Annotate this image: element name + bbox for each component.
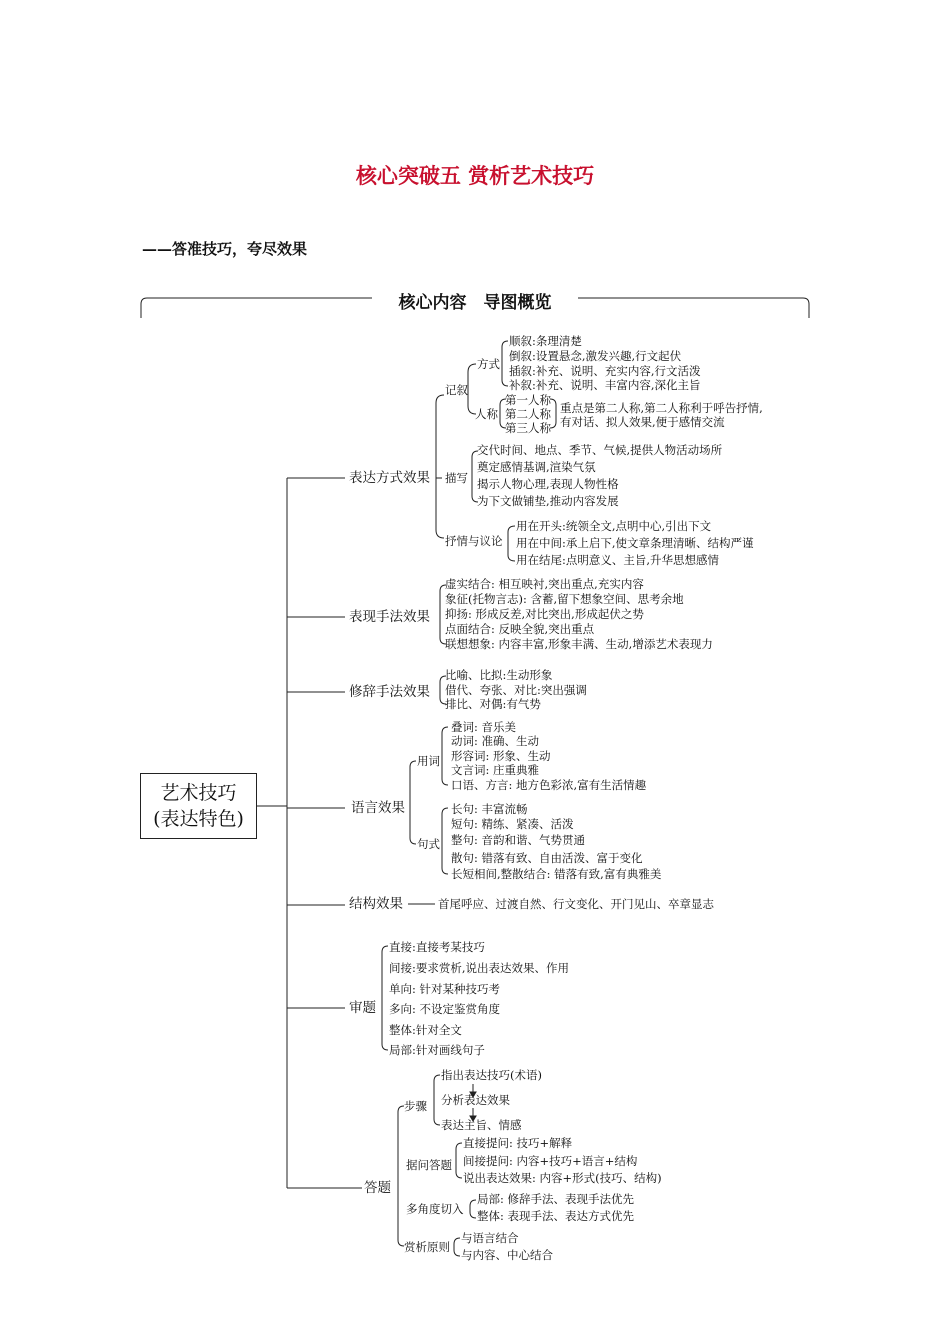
jushi-item: 短句: 精练、紧凑、活泼 xyxy=(451,817,574,831)
dati-duojiaodu: 多角度切入 xyxy=(406,1202,464,1216)
shuqing-item: 用在中间:承上启下,使文章条理清晰、结构严谨 xyxy=(516,536,754,550)
rencheng-item: 第二人称 xyxy=(505,407,551,421)
buzhou-item: 指出表达技巧(术语) xyxy=(441,1068,542,1082)
rencheng-item: 第三人称 xyxy=(505,421,551,435)
biaoxian-item: 点面结合: 反映全貌,突出重点 xyxy=(445,622,595,636)
yongci-item: 叠词: 音乐美 xyxy=(451,720,517,734)
biaoxian-item: 象征(托物言志): 含蓄,留下想象空间、思考余地 xyxy=(445,592,684,606)
yongci-item: 口语、方言: 地方色彩浓,富有生活情趣 xyxy=(451,778,647,792)
fangshi-item: 补叙:补充、说明、丰富内容,深化主旨 xyxy=(509,378,701,392)
miaoxie-item: 奠定感情基调,渲染气氛 xyxy=(477,460,596,474)
yuyan-jushi: 句式 xyxy=(417,837,440,851)
jushi-item: 长短相间,整散结合: 错落有致,富有典雅美 xyxy=(451,867,662,881)
shuqing-item: 用在结尾:点明意义、主旨,升华思想感情 xyxy=(516,553,720,567)
jushi-item: 散句: 错落有致、自由活泼、富于变化 xyxy=(451,851,643,865)
biaoda-miaoxie: 描写 xyxy=(445,471,468,485)
section-title: 核心内容 导图概览 xyxy=(398,293,552,313)
juwen-item: 说出表达效果: 内容+形式(技巧、结构) xyxy=(463,1171,662,1185)
juwen-item: 间接提问: 内容+技巧+语言+结构 xyxy=(463,1154,638,1168)
page-subtitle: ——答准技巧，夸尽效果 xyxy=(142,240,308,258)
rencheng-note: 重点是第二人称,第二人称利于呼告抒情, xyxy=(560,401,763,415)
juwen-item: 直接提问: 技巧+解释 xyxy=(463,1136,573,1150)
shenti-item: 整体:针对全文 xyxy=(389,1023,462,1037)
xiuci-item: 排比、对偶:有气势 xyxy=(445,697,541,711)
duojiaodu-item: 整体: 表现手法、表达方式优先 xyxy=(477,1209,635,1223)
jixu-rencheng: 人称 xyxy=(475,407,498,421)
branch-biaoxian-label: 表现手法效果 xyxy=(349,609,430,625)
shangxi-item: 与语言结合 xyxy=(461,1231,519,1245)
biaoda-jixu: 记叙 xyxy=(445,383,468,397)
jushi-item: 整句: 音韵和谐、气势贯通 xyxy=(451,833,586,847)
buzhou-item: 分析表达效果 xyxy=(441,1093,510,1107)
fangshi-item: 倒叙:设置悬念,激发兴趣,行文起伏 xyxy=(509,349,682,363)
xiuci-item: 借代、夸张、对比:突出强调 xyxy=(445,683,587,697)
yuyan-yongci: 用词 xyxy=(417,754,440,768)
branch-biaoda-label: 表达方式效果 xyxy=(349,470,430,486)
jiegou-text: 首尾呼应、过渡自然、行文变化、开门见山、卒章显志 xyxy=(438,897,714,911)
biaoxian-item: 抑扬: 形成反差,对比突出,形成起伏之势 xyxy=(445,607,644,621)
biaoxian-item: 虚实结合: 相互映衬,突出重点,充实内容 xyxy=(445,577,644,591)
xiuci-item: 比喻、比拟:生动形象 xyxy=(445,668,553,682)
biaoda-shuqing: 抒情与议论 xyxy=(445,534,503,548)
root-node xyxy=(140,773,257,839)
root-line1: 艺术技巧 xyxy=(160,782,237,804)
miaoxie-item: 为下文做铺垫,推动内容发展 xyxy=(477,494,619,508)
jixu-fangshi: 方式 xyxy=(477,357,500,371)
shenti-item: 单向: 针对某种技巧考 xyxy=(389,982,501,996)
shenti-item: 多向: 不设定鉴赏角度 xyxy=(389,1002,501,1016)
branch-yuyan-label: 语言效果 xyxy=(351,800,405,816)
shenti-item: 直接:直接考某技巧 xyxy=(389,940,485,954)
dati-buzhou: 步骤 xyxy=(404,1099,427,1113)
branch-dati-label: 答题 xyxy=(364,1180,391,1196)
rencheng-item: 第一人称 xyxy=(505,393,551,407)
shuqing-item: 用在开头:统领全文,点明中心,引出下文 xyxy=(516,519,712,533)
page-title: 核心突破五 赏析艺术技巧 xyxy=(355,163,595,188)
biaoxian-item: 联想想象: 内容丰富,形象丰满、生动,增添艺术表现力 xyxy=(445,637,713,651)
buzhou-item: 表达主旨、情感 xyxy=(441,1118,522,1132)
root-line2: (表达特色) xyxy=(153,808,244,830)
dati-juwen: 据问答题 xyxy=(406,1158,452,1172)
miaoxie-item: 揭示人物心理,表现人物性格 xyxy=(477,477,619,491)
branch-shenti-label: 审题 xyxy=(349,1000,376,1016)
rencheng-note: 有对话、拟人效果,便于感情交流 xyxy=(560,415,725,429)
branch-jiegou-label: 结构效果 xyxy=(349,896,403,912)
duojiaodu-item: 局部: 修辞手法、表现手法优先 xyxy=(477,1192,635,1206)
miaoxie-item: 交代时间、地点、季节、气候,提供人物活动场所 xyxy=(477,443,723,457)
jushi-item: 长句: 丰富流畅 xyxy=(451,802,528,816)
fangshi-item: 顺叙:条理清楚 xyxy=(509,334,582,348)
dati-shangxi: 赏析原则 xyxy=(404,1240,450,1254)
fangshi-item: 插叙:补充、说明、充实内容,行文活泼 xyxy=(509,364,701,378)
shenti-item: 间接:要求赏析,说出表达效果、作用 xyxy=(389,961,570,975)
yongci-item: 形容词: 形象、生动 xyxy=(451,749,551,763)
yongci-item: 动词: 准确、生动 xyxy=(451,734,540,748)
shangxi-item: 与内容、中心结合 xyxy=(461,1248,553,1262)
yongci-item: 文言词: 庄重典雅 xyxy=(451,763,540,777)
shenti-item: 局部:针对画线句子 xyxy=(389,1043,485,1057)
branch-xiuci-label: 修辞手法效果 xyxy=(349,684,430,700)
